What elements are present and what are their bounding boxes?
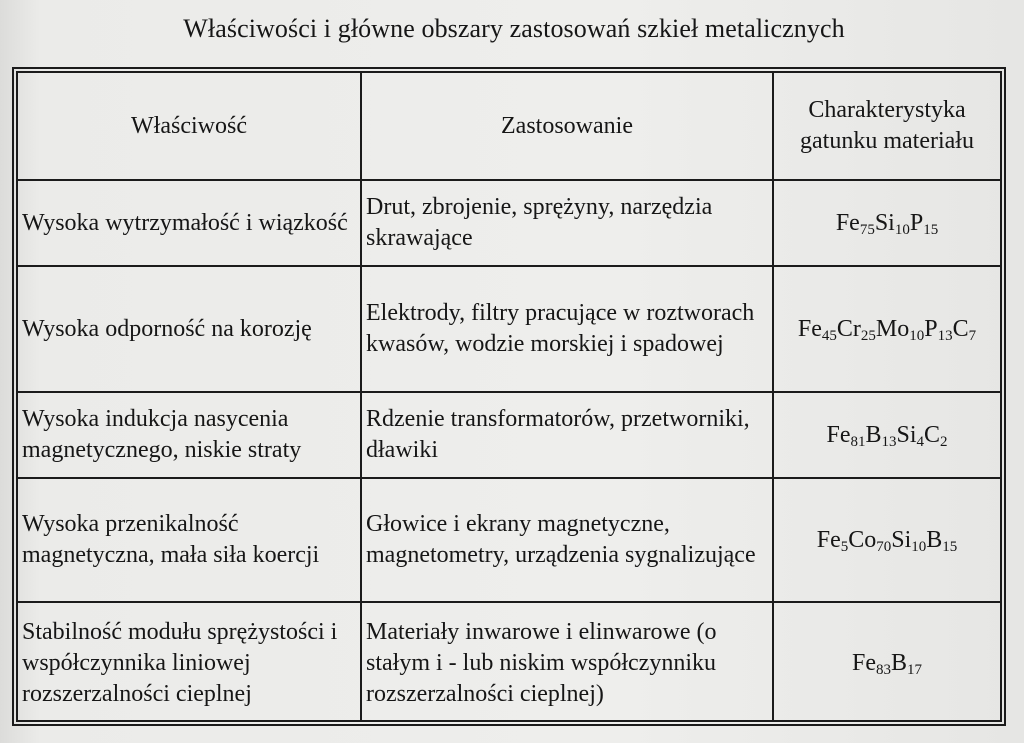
header-grade: Charakterystyka gatunku materiału — [773, 73, 1000, 180]
element-symbol: Cr — [836, 315, 861, 342]
subscript: 10 — [894, 221, 910, 238]
property-cell: Stabilność modułu sprężystości i współczynnika liniowej rozszerzalności cieplnej — [18, 602, 361, 722]
property-cell: Wysoka wytrzymałość i wiązkość — [18, 180, 361, 266]
subscript: 17 — [907, 662, 922, 678]
subscript: 25 — [860, 327, 876, 344]
subscript: 81 — [850, 433, 866, 450]
subscript: 75 — [859, 221, 875, 238]
subscript: 45 — [821, 327, 837, 344]
subscript: 10 — [911, 538, 927, 555]
properties-table — [18, 73, 1000, 722]
element-symbol: B — [890, 650, 907, 676]
element-symbol: C — [952, 315, 969, 342]
subscript: 83 — [875, 662, 891, 678]
formula-cell — [773, 392, 1000, 478]
formula-cell — [773, 266, 1000, 392]
application-cell: Głowice i ekrany magnetyczne, magnetometry, urządzenia sygnalizujące — [361, 478, 773, 602]
header-row — [18, 73, 1000, 180]
header-property: Właściwość — [18, 73, 361, 180]
application-cell: Materiały inwarowe i elinwarowe (o stałym i - lub niskim współczynniku rozszerzalności cieplnej) — [361, 602, 773, 722]
subscript: 10 — [909, 327, 925, 344]
table-row — [18, 602, 1000, 722]
element-symbol: Fe — [835, 209, 860, 236]
application-cell: Elektrody, filtry pracujące w roztworach kwasów, wodzie morskiej i spadowej — [361, 266, 773, 392]
subscript: 4 — [916, 433, 924, 450]
subscript: 70 — [876, 538, 892, 555]
application-cell: Drut, zbrojenie, sprężyny, narzędzia skrawające — [361, 180, 773, 266]
table-row — [18, 392, 1000, 478]
subscript: 7 — [968, 327, 977, 344]
formula-cell — [773, 602, 1000, 722]
element-symbol: Co — [848, 526, 877, 553]
element-symbol: Si — [896, 421, 917, 448]
element-symbol: B — [865, 421, 882, 448]
formula-cell — [773, 478, 1000, 602]
element-symbol: P — [909, 209, 924, 236]
element-symbol: P — [924, 315, 938, 342]
property-cell: Wysoka odporność na korozję — [18, 266, 361, 392]
property-cell: Wysoka przenikalność magnetyczna, mała siła koercji — [18, 478, 361, 602]
element-symbol: Fe — [851, 650, 876, 676]
element-symbol: B — [926, 526, 943, 553]
subscript: 5 — [840, 538, 849, 555]
subscript: 13 — [881, 433, 897, 450]
subscript: 15 — [942, 538, 958, 555]
formula-cell — [773, 180, 1000, 266]
element-symbol: Si — [891, 526, 912, 553]
table-frame — [16, 71, 1002, 722]
element-symbol: Mo — [875, 315, 910, 342]
element-symbol: Si — [874, 209, 895, 236]
table-row — [18, 478, 1000, 602]
header-application: Zastosowanie — [361, 73, 773, 180]
element-symbol: Fe — [826, 421, 851, 448]
subscript: 15 — [923, 221, 939, 238]
table-row — [18, 266, 1000, 392]
table-title: Właściwości i główne obszary zastosowań szkieł metalicznych — [183, 14, 845, 43]
element-symbol: Fe — [816, 526, 841, 553]
table-row — [18, 180, 1000, 266]
application-cell: Rdzenie transformatorów, przetworniki, dławiki — [361, 392, 773, 478]
element-symbol: Fe — [797, 315, 822, 342]
property-cell: Wysoka indukcja nasycenia magnetycznego, niskie straty — [18, 392, 361, 478]
subscript: 13 — [937, 327, 953, 344]
element-symbol: C — [924, 421, 941, 448]
subscript: 2 — [940, 433, 948, 450]
